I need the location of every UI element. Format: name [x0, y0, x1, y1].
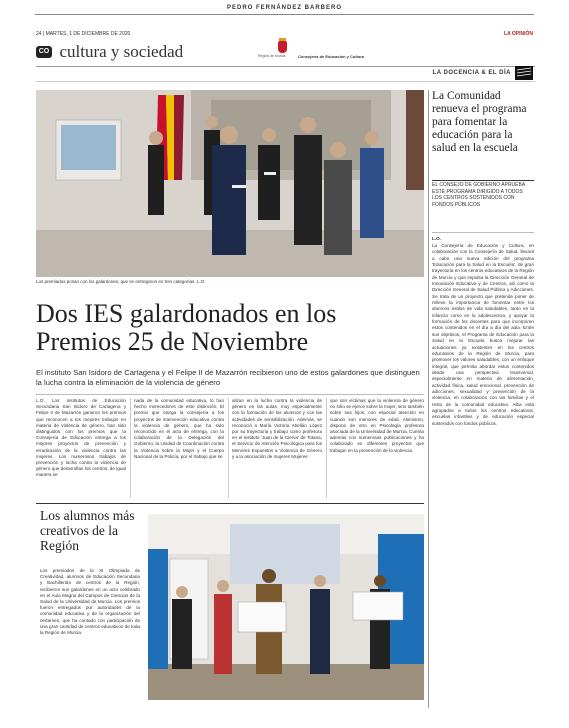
article-title: Dos IES galardonados en los Premios 25 de Noviembre [36, 299, 337, 356]
sidebar-divider [428, 90, 429, 708]
section-name: cultura y sociedad [59, 42, 184, 61]
photo-caption: Los premiados posan con los galardones, que se entregaron en tres categorías. L.O. [36, 279, 206, 284]
column-divider [130, 398, 131, 498]
article-column-4: que son víctimas que la violencia de género no sólo se ejerce sobre la mujer, sino también sobre sus hijos, con especial atención en cuando son menores de edad. Asimismo, dispone de otro en Psicología profesora asociada de la Universidad de Murcia. Cuenta además con numerosas publicaciones y ha colaborado en diferentes proyectos que trabajan en la prevención de la violencia. [330, 398, 424, 453]
divider [36, 394, 424, 395]
band-label: LA DOCENCIA & EL DÍA [432, 70, 511, 76]
section-badge: CO [36, 46, 52, 58]
sidebar-title: La Comunidad renueva el programa para fomentar la educación para la salud en la escuela [432, 90, 527, 154]
article-column-3: alizan en la lucha contra la violencia de género en las aulas, muy especialmente con la formación de los alumnos y con las actividades de sensibilización. Además, se reconoció a María Victoria Abellán López por su trayectoria y trabajo como profesora en el instituto 'Juan de la Cierva' de Totana, el Servicio de Atención Psicológica para los Menores Expuestos a Violencia de Género y a la asociación de mujeres Mujeres [232, 398, 322, 459]
divider [432, 232, 534, 233]
region-name: Región de Murcia [258, 54, 286, 58]
column-divider [228, 398, 229, 498]
department-name: Consejería de Educación y Cultura [298, 54, 365, 59]
section-header [36, 42, 183, 62]
page-date: 24 | MARTES, 1 DE DICIEMBRE DE 2020 [36, 31, 131, 37]
flag-icon [515, 66, 533, 80]
newspaper-name: LA OPINIÓN [504, 31, 533, 37]
box-title: Los alumnos más creativos de la Región [40, 508, 135, 553]
sidebar-byline: L.O. [432, 236, 441, 241]
divider [35, 14, 534, 15]
students-photo [148, 514, 424, 700]
box-text: Los premiados de la XI Olimpiada de Creatividad, alumnos de Educación Secundaria y Bachillerato de centros de la Región, recibieron sus galardones en un acto celebrado en el Aula Magna del Campus de Ciencias de la Salud de la Universidad de Murcia. Los premios fueron entregados por autoridades de la comunidad educativa y de la organización del certamen, que ha contado con participación de una gran cantidad de centros educativos de toda la Región de Murcia. [40, 568, 140, 636]
main-photo [36, 90, 424, 277]
article-subtitle: El instituto San Isidoro de Cartagena y el Felipe II de Mazarrón recibieron uno de estos galardones que distinguen la lucha contra la eliminación de la violencia de género [36, 368, 420, 387]
divider [432, 180, 534, 181]
author-header: PEDRO FERNÁNDEZ BARBERO [226, 5, 342, 11]
sidebar-text: La Consejería de Educación y Cultura, en colaboración con la Consejería de Salud, llevará a cabo una nueva edición del programa 'Educación para la Salud en la Escuela', de gran trayectoria en los centros educativos de la Región de Murcia y que impulsa la Dirección General de Innovación Educativa y de Centros, así como la Dirección General de Salud Pública y Adicciones. Se trata de un proyecto que pretende poner de relieve la importancia de fomentar entre los alumnos estilos de vida saludables, tanto en la infancia como en la adolescencia, y apoyar la formación de los docentes para que incorporen estos contenidos en el día a día del aula. Entre sus objetivos, el Programa de Educación para la Salud en la Escuela busca mejorar las actuaciones ya existentes en los centros educativos de la Región de Murcia, para promover los valores saludables, con un enfoque integral, que permita abordar estos contenidos desde una perspectiva transversal, especialmente en materia de alimentación, actividad física, salud emocional, prevención de adicciones, sexualidad y prevención de la violencia, en colaboración con las familias y el resto de la comunidad educativa. Alba está agrupados a todos los centros educativos, escuelas infantiles y de educación especial sostenidos con fondos públicos. [432, 243, 534, 426]
article-column-1: L.O. Los institutos de Educación Secundaria San Isidoro de Cartagena y Felipe II de Mazarrón ganaron los premios que reconocen a los mejores trabajos en materia de violencia de género, han sido distinguidos con los premios que la Consejería de Educación entrega a los mejores proyectos de prevención y erradicación de la violencia contra las mujeres. Los numerosos trabajos de prevención y lucha contra la violencia de género que desarrollan los centros, de igual manera se [36, 398, 126, 478]
crest-icon [278, 41, 287, 53]
murcia-logo [258, 41, 398, 63]
column-divider [326, 398, 327, 498]
sidebar-subtitle: EL CONSEJO DE GOBIERNO APRUEBA ESTE PROGRAMA DIRIGIDO A TODOS LOS CENTROS SOSTENIDOS CON FONDOS PÚBLICOS [432, 182, 525, 208]
divider [36, 503, 424, 504]
article-column-2: nada de la comunidad educativa, lo han hecho merecedores de este distinción. El premio que otorga la consejería a los proyectos de intervención educativa contra la violencia de género, que ha sido reconocido en el acto de entrega, con la colaboración de la Delegación del Gobierno, la Unidad de Coordinación contra la Violencia sobre la Mujer y el Cuerpo Nacional de la Policía, por el trabajo que se [134, 398, 224, 459]
